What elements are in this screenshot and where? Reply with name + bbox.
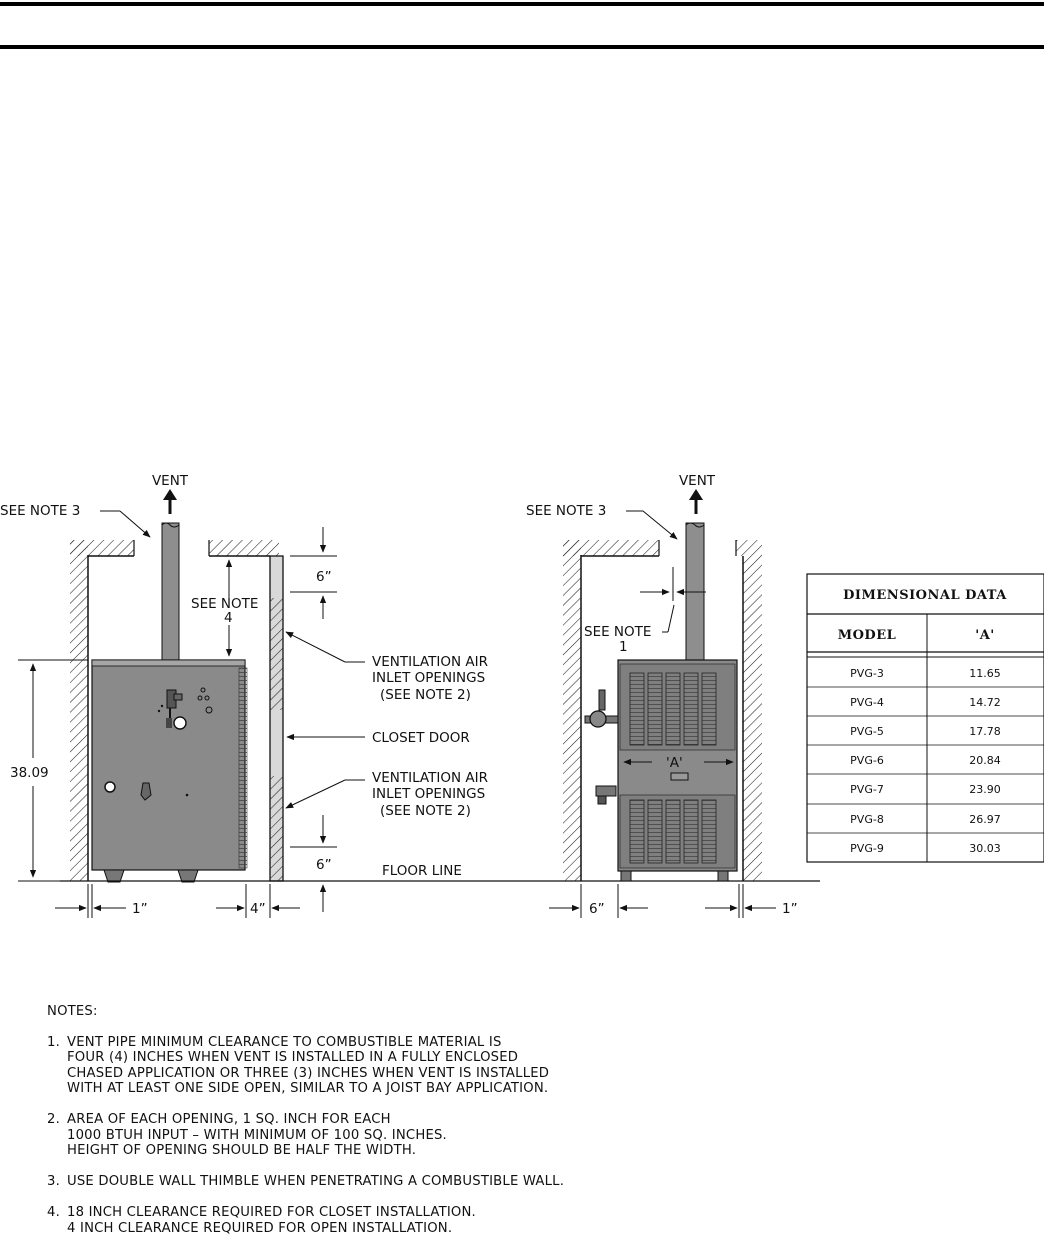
- table-cell-a: 17.78: [969, 725, 1001, 738]
- note-item: [47, 1174, 564, 1190]
- vent-arrow-left: [163, 489, 177, 500]
- gas-piping-icon: [585, 690, 618, 804]
- upper-louvers: [630, 673, 716, 745]
- table-cell-model: PVG-3: [850, 667, 884, 680]
- drain-port-icon: [105, 782, 115, 792]
- notes-list: [47, 1035, 564, 1237]
- notes-title: NOTES:: [47, 1004, 98, 1019]
- table-title: DIMENSIONAL DATA: [843, 588, 1007, 603]
- left-wall-hatch: [70, 540, 88, 881]
- dim-a: 'A': [666, 755, 683, 771]
- floor-line-label: FLOOR LINE: [382, 863, 462, 879]
- closet-door-label: CLOSET DOOR: [372, 730, 470, 746]
- lower-louvers: [630, 800, 716, 863]
- sight-glass-icon: [671, 773, 688, 780]
- table-cell-model: PVG-8: [850, 813, 884, 826]
- table-cell-a: 23.90: [969, 783, 1001, 796]
- see-note-4-num: 4: [224, 610, 233, 626]
- ventilation-label-2a: VENTILATION AIR: [372, 770, 488, 786]
- ceiling-hatch-left: [70, 540, 134, 556]
- vent-pipe-left: [162, 523, 179, 662]
- note-number: 4.: [47, 1205, 60, 1220]
- note-line: WITH AT LEAST ONE SIDE OPEN, SIMILAR TO A JOIST BAY APPLICATION.: [67, 1081, 549, 1096]
- table-cell-model: PVG-5: [850, 725, 884, 738]
- table-cell-model: PVG-9: [850, 842, 884, 855]
- ventilation-label-1b: INLET OPENINGS: [372, 670, 486, 686]
- vent-label-right: VENT: [678, 473, 716, 489]
- note-line: 18 INCH CLEARANCE REQUIRED FOR CLOSET INSTALLATION.: [67, 1205, 476, 1220]
- right-view-right-wall: [743, 556, 762, 881]
- table-cell-a: 14.72: [969, 696, 1001, 709]
- see-note-1-label: SEE NOTE: [584, 624, 652, 640]
- note-line: 1000 BTUH INPUT – WITH MINIMUM OF 100 SQ. INCHES.: [67, 1127, 447, 1143]
- closet-front-view: [526, 473, 798, 918]
- note-line: VENT PIPE MINIMUM CLEARANCE TO COMBUSTIBLE MATERIAL IS: [67, 1034, 502, 1050]
- note-item: [47, 1035, 564, 1097]
- note-line: AREA OF EACH OPENING, 1 SQ. INCH FOR EACH: [67, 1112, 391, 1127]
- ventilation-label-1c: (SEE NOTE 2): [380, 687, 471, 703]
- dim-4in: 4”: [250, 901, 266, 917]
- vent-opening-upper: [270, 598, 283, 710]
- see-note-3-left: SEE NOTE 3: [0, 503, 81, 519]
- note-number: 3.: [47, 1174, 60, 1189]
- note-line: USE DOUBLE WALL THIMBLE WHEN PENETRATING A COMBUSTIBLE WALL.: [67, 1174, 565, 1189]
- dimensional-data-table: [807, 574, 1044, 862]
- table-cell-a: 20.84: [969, 754, 1001, 767]
- note-item: [47, 1112, 564, 1159]
- table-cell-model: PVG-4: [850, 696, 884, 709]
- ventilation-label-2b: INLET OPENINGS: [372, 786, 486, 802]
- table-col-a: 'A': [975, 628, 995, 643]
- vent-arrow-right: [689, 489, 703, 500]
- dim-1in-left: 1”: [132, 901, 148, 917]
- see-note-4-label: SEE NOTE: [191, 596, 259, 612]
- right-view-left-wall: [563, 540, 581, 881]
- note-line: CHASED APPLICATION OR THREE (3) INCHES WHEN VENT IS INSTALLED: [67, 1065, 550, 1081]
- ventilation-label-1a: VENTILATION AIR: [372, 654, 488, 670]
- dim-1in-right: 1”: [782, 901, 798, 917]
- ventilation-label-2c: (SEE NOTE 2): [380, 803, 471, 819]
- note-number: 2.: [47, 1112, 60, 1127]
- ceiling-hatch-right: [209, 540, 279, 556]
- see-note-1-num: 1: [619, 639, 628, 655]
- table-cell-model: PVG-6: [850, 754, 884, 767]
- dim-6in-upper: 6”: [316, 569, 332, 585]
- see-note-3-right: SEE NOTE 3: [526, 503, 607, 519]
- note-line: HEIGHT OF OPENING SHOULD BE HALF THE WIDTH.: [67, 1143, 417, 1158]
- note-line: 4 INCH CLEARANCE REQUIRED FOR OPEN INSTALLATION.: [67, 1220, 453, 1236]
- table-cell-a: 30.03: [969, 842, 1001, 855]
- table-cell-a: 11.65: [969, 667, 1001, 680]
- closet-side-view: [0, 473, 488, 918]
- table-cell-model: PVG-7: [850, 783, 884, 796]
- vent-label-left: VENT: [151, 473, 189, 489]
- note-number: 1.: [47, 1034, 60, 1050]
- note-item: [47, 1205, 564, 1236]
- table-cell-a: 26.97: [969, 813, 1001, 826]
- dim-6in-bottom: 6”: [589, 901, 605, 917]
- dim-6in-lower: 6”: [316, 857, 332, 873]
- vent-opening-lower: [270, 776, 283, 881]
- table-col-model: MODEL: [837, 628, 897, 643]
- height-dimension: 38.09: [10, 765, 49, 781]
- note-line: FOUR (4) INCHES WHEN VENT IS INSTALLED IN A FULLY ENCLOSED: [67, 1050, 519, 1065]
- notes-section: [47, 1004, 564, 1252]
